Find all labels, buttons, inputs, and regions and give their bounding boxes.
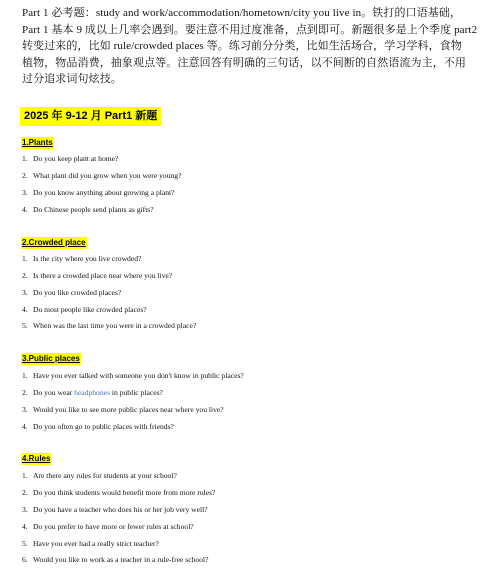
question-number: 5. <box>22 539 28 548</box>
question-item <box>22 421 174 433</box>
question-text: Do most people like crowded places? <box>33 305 147 314</box>
question-text: Would you like to work as a teacher in a rule-free school? <box>33 555 209 564</box>
question-number: 2. <box>22 271 28 280</box>
question-number: 3. <box>22 505 28 514</box>
question-text: Do you know anything about growing a plant? <box>33 188 175 197</box>
question-text: Do you often go to public places with friends? <box>33 422 174 431</box>
question-text-with-link: Do you wear headphones in public places? <box>33 388 163 397</box>
headphones-link[interactable]: headphones <box>74 388 110 397</box>
question-item <box>22 320 196 332</box>
question-item <box>22 470 177 482</box>
question-text: Do you think students would benefit more from more rules? <box>33 488 216 497</box>
question-number: 3. <box>22 405 28 414</box>
question-number: 4. <box>22 305 28 314</box>
intro-line: 转变过来的，比如 rule/crowded places 等。练习前分分类，比如生活场合，学习学科，食物 <box>22 40 462 52</box>
question-item <box>22 287 121 299</box>
question-number: 5. <box>22 321 28 330</box>
question-item <box>22 253 141 265</box>
question-text: Is there a crowded place near where you live? <box>33 271 173 280</box>
question-number: 2. <box>22 388 28 397</box>
question-item <box>22 404 224 416</box>
question-number: 3. <box>22 288 28 297</box>
section-title-crowded-place: 2.Crowded place <box>22 238 86 247</box>
question-item <box>22 370 244 382</box>
question-text: Do you have a teacher who does his or her job very well? <box>33 505 208 514</box>
intro-line: 植物，物品消费，抽象观点等。注意回答有明确的三句话，以不间断的自然语流为主，不用 <box>22 56 466 69</box>
intro-paragraph <box>22 5 478 88</box>
question-text: Are there any rules for students at your school? <box>33 471 177 480</box>
question-text: Do you like crowded places? <box>33 288 122 297</box>
question-text: When was the last time you were in a crowded place? <box>33 321 197 330</box>
question-number: 1. <box>22 471 28 480</box>
question-item <box>22 504 208 516</box>
question-number: 2. <box>22 171 28 180</box>
question-item <box>22 487 215 499</box>
intro-line: 过分追求词句炫技。 <box>22 73 122 85</box>
question-number: 1. <box>22 154 28 163</box>
section-heading: 2025 年 9-12 月 Part1 新题 <box>20 107 161 126</box>
question-number: 3. <box>22 188 28 197</box>
intro-line: Part 1 基本 9 成以上几率会遇到。要注意不用过度准备，点到即可。新题很多是上个季度 part2 <box>22 23 478 36</box>
question-item <box>22 204 154 216</box>
question-item <box>22 521 194 533</box>
question-item <box>22 387 163 399</box>
question-number: 2. <box>22 488 28 497</box>
question-number: 1. <box>22 254 28 263</box>
question-number: 4. <box>22 522 28 531</box>
question-text: What plant did you grow when you were young? <box>33 171 182 180</box>
question-text: Do you prefer to have more or fewer rules at school? <box>33 522 194 531</box>
question-text: Have you ever had a really strict teacher? <box>33 539 159 548</box>
question-item <box>22 153 118 165</box>
section-title-rules: 4.Rules <box>22 454 51 463</box>
section-title-plants: 1.Plants <box>22 138 53 147</box>
question-text: Would you like to see more public places near where you live? <box>33 405 224 414</box>
question-item <box>22 170 181 182</box>
question-number: 1. <box>22 371 28 380</box>
question-item <box>22 554 208 566</box>
question-text: Is the city where you live crowded? <box>33 254 142 263</box>
section-title-public-places: 3.Public places <box>22 354 80 363</box>
question-item <box>22 538 159 550</box>
question-text: Do Chinese people send plants as gifts? <box>33 205 154 214</box>
question-item <box>22 304 147 316</box>
question-item <box>22 270 172 282</box>
question-item <box>22 187 175 199</box>
intro-line: Part 1 必考题：study and work/accommodation/hometown/city you live in。铁打的口语基础， <box>22 7 462 19</box>
question-text: Do you keep plant at home? <box>33 154 119 163</box>
question-number: 6. <box>22 555 28 564</box>
question-number: 4. <box>22 422 28 431</box>
question-text: Have you ever talked with someone you don't know in public places? <box>33 371 244 380</box>
question-number: 4. <box>22 205 28 214</box>
